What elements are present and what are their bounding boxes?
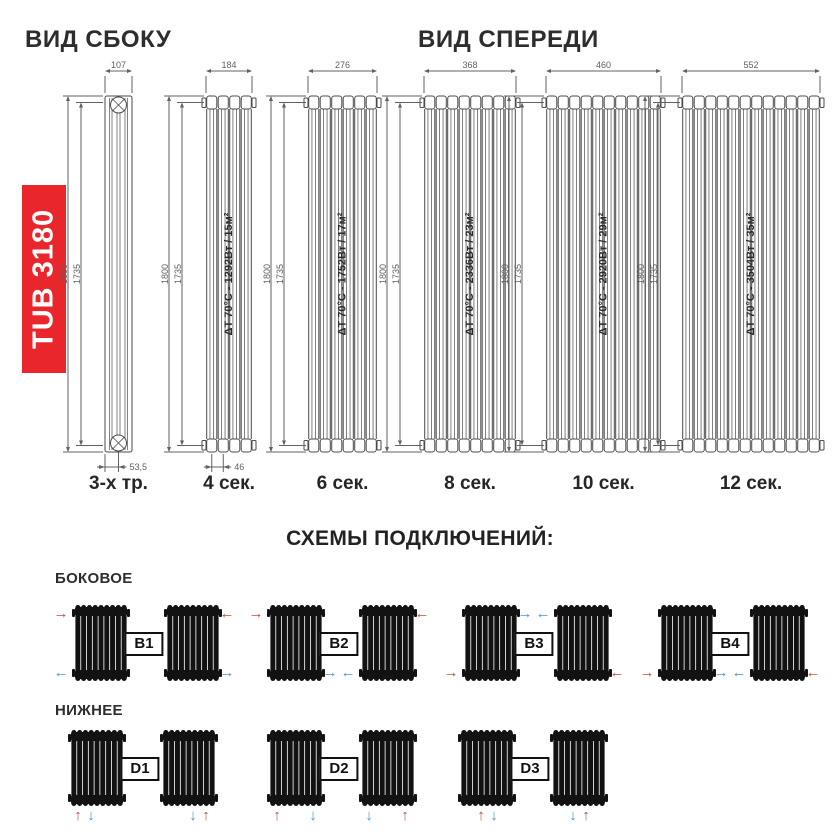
size-label-6: 12 сек.	[719, 473, 783, 494]
radiator-front-view-drawing-6	[262, 60, 391, 484]
size-label-5: 10 сек.	[572, 473, 635, 494]
radiator-side-view-drawing	[59, 60, 146, 484]
svg-text:1800: 1800	[160, 263, 170, 285]
flow-arrow-blue-down-icon: ↓	[490, 807, 498, 824]
svg-text:ΔТ 70°С - 2920Вт / 29м²: ΔТ 70°С - 2920Вт / 29м²	[597, 212, 610, 336]
flow-arrow-blue-right-icon: →	[517, 605, 533, 622]
connection-scheme-B1	[53, 597, 235, 691]
radiator-front-view-drawing-12	[636, 60, 834, 484]
right-radiator-pictogram	[160, 730, 218, 806]
side-view-heading: ВИД СБОКУ	[25, 26, 172, 53]
flow-arrow-blue-down-icon: ↓	[365, 807, 373, 824]
connection-scheme-B2	[248, 597, 430, 691]
flow-arrow-red-left-icon: ←	[414, 605, 430, 622]
svg-text:460: 460	[595, 60, 612, 70]
svg-text:ΔТ 70°С - 1292Вт / 15м²: ΔТ 70°С - 1292Вт / 15м²	[223, 212, 235, 336]
radiator-front-view-drawing-4	[160, 60, 266, 484]
left-radiator-pictogram	[458, 730, 516, 806]
flow-arrow-blue-right-icon: →	[322, 664, 338, 681]
left-radiator-pictogram	[462, 605, 520, 681]
svg-text:552: 552	[743, 60, 759, 70]
svg-text:1800: 1800	[636, 263, 646, 285]
size-label-1: 3-х тр.	[89, 473, 148, 494]
svg-text:1735: 1735	[72, 263, 82, 285]
svg-text:1735: 1735	[391, 263, 401, 285]
scheme-code-badge: B2	[319, 632, 358, 656]
svg-text:1800: 1800	[59, 263, 69, 285]
svg-text:1800: 1800	[262, 263, 272, 285]
flow-arrow-red-left-icon: ←	[609, 664, 625, 681]
right-radiator-pictogram	[359, 730, 417, 806]
connection-scheme-D1	[60, 730, 220, 824]
flow-arrow-red-up-icon: ↑	[202, 807, 210, 824]
scheme-code-badge: B4	[710, 632, 749, 656]
product-model-badge: TUB 3180	[22, 185, 66, 373]
left-radiator-pictogram	[267, 730, 325, 806]
flow-arrow-red-right-icon: →	[53, 605, 69, 622]
svg-text:1735: 1735	[649, 263, 659, 285]
svg-text:ΔТ 70°С - 3504Вт / 35м²: ΔТ 70°С - 3504Вт / 35м²	[745, 212, 757, 336]
flow-arrow-blue-left-icon: ←	[53, 664, 69, 681]
flow-arrow-red-left-icon: ←	[219, 605, 235, 622]
flow-arrow-blue-left-icon: ←	[340, 664, 356, 681]
connection-scheme-B4	[639, 597, 821, 691]
svg-text:107: 107	[110, 60, 127, 70]
bottom-connection-heading: НИЖНЕЕ	[55, 702, 123, 719]
svg-text:53,5: 53,5	[129, 462, 148, 472]
svg-text:ΔТ 70°С - 2336Вт / 23м²: ΔТ 70°С - 2336Вт / 23м²	[464, 212, 476, 336]
flow-arrow-red-up-icon: ↑	[74, 807, 82, 824]
size-label-3: 6 сек.	[316, 473, 369, 494]
flow-arrow-blue-right-icon: →	[219, 664, 235, 681]
scheme-code-badge: B1	[124, 632, 163, 656]
scheme-code-badge: D2	[319, 757, 358, 781]
size-label-4: 8 сек.	[444, 473, 496, 494]
flow-arrow-blue-down-icon: ↓	[87, 807, 95, 824]
flow-arrow-red-up-icon: ↑	[477, 807, 485, 824]
left-radiator-pictogram	[267, 605, 325, 681]
schemes-heading: СХЕМЫ ПОДКЛЮЧЕНИЙ:	[286, 527, 554, 550]
side-connection-heading: БОКОВОЕ	[55, 570, 133, 587]
right-radiator-pictogram	[359, 605, 417, 681]
svg-text:1735: 1735	[275, 263, 285, 285]
connection-scheme-B3	[443, 597, 625, 691]
flow-arrow-red-right-icon: →	[443, 664, 459, 681]
flow-arrow-red-up-icon: ↑	[273, 807, 281, 824]
svg-text:184: 184	[221, 60, 237, 70]
left-radiator-pictogram	[658, 605, 716, 681]
right-radiator-pictogram	[164, 605, 222, 681]
right-radiator-pictogram	[554, 605, 612, 681]
flow-arrow-blue-down-icon: ↓	[189, 807, 197, 824]
svg-text:276: 276	[334, 60, 351, 70]
flow-arrow-blue-down-icon: ↓	[569, 807, 577, 824]
flow-arrow-blue-left-icon: ←	[731, 664, 747, 681]
connection-scheme-D3	[450, 730, 610, 824]
svg-text:368: 368	[462, 60, 478, 70]
svg-text:1735: 1735	[513, 263, 523, 285]
flow-arrow-red-right-icon: →	[639, 664, 655, 681]
svg-text:1800: 1800	[500, 263, 510, 285]
flow-arrow-red-up-icon: ↑	[582, 807, 590, 824]
flow-arrow-red-up-icon: ↑	[401, 807, 409, 824]
connection-scheme-D2	[259, 730, 419, 824]
scheme-code-badge: D3	[510, 757, 549, 781]
flow-arrow-red-right-icon: →	[248, 605, 264, 622]
left-radiator-pictogram	[68, 730, 126, 806]
front-view-heading: ВИД СПЕРЕДИ	[418, 26, 599, 53]
flow-arrow-blue-down-icon: ↓	[309, 807, 317, 824]
svg-text:ΔТ 70°С - 1752Вт / 17м²: ΔТ 70°С - 1752Вт / 17м²	[336, 212, 349, 336]
right-radiator-pictogram	[550, 730, 608, 806]
flow-arrow-blue-left-icon: ←	[535, 605, 551, 622]
svg-text:1800: 1800	[378, 263, 388, 285]
svg-text:46: 46	[234, 462, 245, 472]
flow-arrow-red-left-icon: ←	[805, 664, 821, 681]
right-radiator-pictogram	[750, 605, 808, 681]
left-radiator-pictogram	[72, 605, 130, 681]
flow-arrow-blue-right-icon: →	[713, 664, 729, 681]
size-label-2: 4 сек.	[203, 473, 255, 494]
svg-text:1735: 1735	[173, 263, 183, 285]
scheme-code-badge: D1	[120, 757, 159, 781]
scheme-code-badge: B3	[514, 632, 553, 656]
